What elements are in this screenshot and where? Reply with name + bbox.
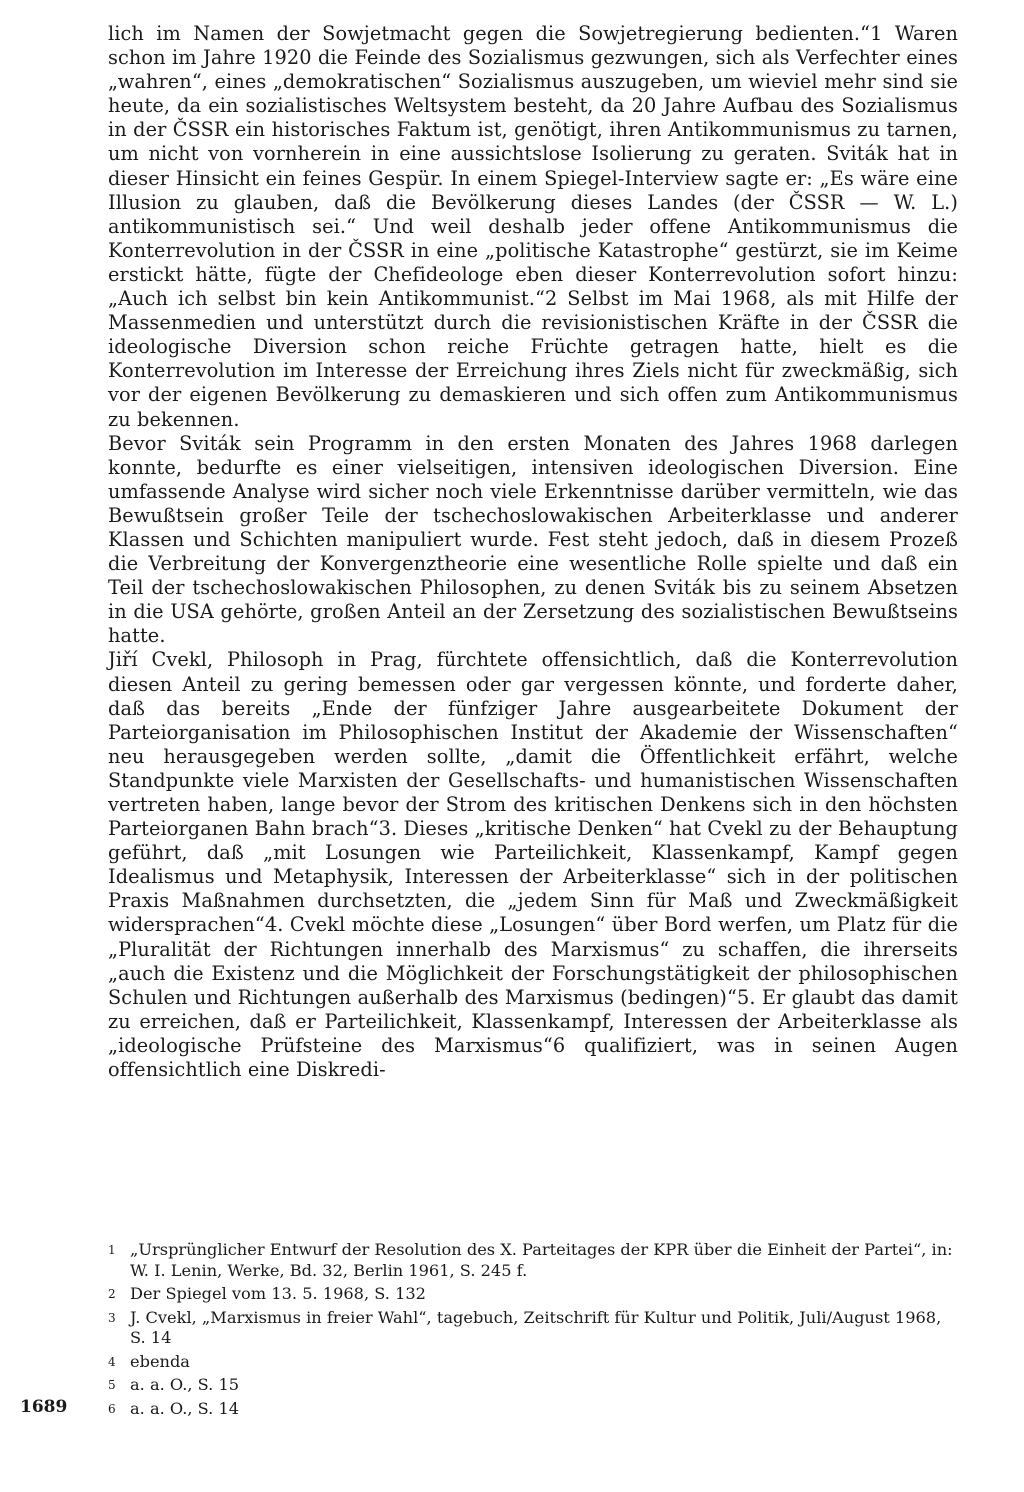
- page-number: 1689: [20, 1397, 68, 1417]
- paragraph-2: Bevor Sviták sein Programm in den ersten Monaten des Jahres 1968 darlegen konnte, bedurfte es einer vielseitigen, intensiven ideologischen Diversion. Eine umfassende Analyse wird sicher noch viele Erkenntnisse darüber vermitteln, wie das Bewußtsein großer Teile der tschechoslowakischen Arbeiterklasse und anderer Klassen und Schichten manipuliert wurde. Fest steht jedoch, daß in diesem Prozeß die Verbreitung der Konvergenztheorie eine wesentliche Rolle spielte und daß ein Teil der tschechoslowakischen Philosophen, zu denen Sviták bis zu seinem Absetzen in die USA gehörte, großen Anteil an der Zersetzung des sozialistischen Bewußtseins hatte.: [108, 431, 958, 648]
- footnote-2: [108, 1284, 958, 1305]
- footnote-text: „Ursprünglicher Entwurf der Resolution des X. Parteitages der KPR über die Einheit der Partei“, in: W. I. Lenin, Werke, Bd. 32, Berlin 1961, S. 245 f.: [130, 1240, 953, 1280]
- footnote-5: [108, 1375, 958, 1396]
- footnote-text: a. a. O., S. 15: [130, 1375, 240, 1394]
- footnote-6: [108, 1399, 958, 1420]
- footnote-1: [108, 1240, 958, 1281]
- footnote-text: ebenda: [130, 1351, 190, 1371]
- footnote-4: [108, 1352, 958, 1373]
- body-text: [108, 22, 958, 1082]
- footnote-3: [108, 1308, 958, 1349]
- footnote-number: 4: [108, 1354, 116, 1369]
- footnote-divider: [108, 1234, 228, 1235]
- footnote-number: 6: [108, 1401, 116, 1416]
- footnote-number: 1: [108, 1243, 116, 1257]
- paragraph-1: lich im Namen der Sowjetmacht gegen die Sowjetregierung bedienten.“1 Waren schon im Jahre 1920 die Feinde des Sozialismus gezwungen, sich als Verfechter eines „wahren“, eines „demokratischen“ Sozialismus auszugeben, um wieviel mehr sind sie heute, da ein sozialistisches Weltsystem besteht, da 20 Jahre Aufbau des Sozialismus in der ČSSR ein historisches Faktum ist, genötigt, ihren Antikommunismus zu tarnen, um nicht von vornherein in eine aussichtslose Isolierung zu geraten. Sviták hat in dieser Hinsicht ein feines Gespür. In einem Spiegel-Interview sagte er: „Es wäre eine Illusion zu glauben, daß die Bevölkerung dieses Landes (der ČSSR — W. L.) antikommunistisch sei.“ Und weil deshalb jeder offene Antikommunismus die Konterrevolution in der ČSSR in eine „politische Katastrophe“ gestürzt, sie im Keime erstickt hätte, fügte der Chefideologe eben dieser Konterrevolution sofort hinzu: „Auch ich selbst bin kein Antikommunist.“2 Selbst im Mai 1968, als mit Hilfe der Massenmedien und unterstützt durch die revisionistischen Kräfte in der ČSSR die ideologische Diversion schon reiche Früchte getragen hatte, hielt es die Konterrevolution im Interesse der Erreichung ihres Ziels nicht für zweckmäßig, sich vor der eigenen Bevölkerung zu demaskieren und sich offen zum Antikommunismus zu bekennen.: [108, 22, 958, 431]
- paragraph-3: Jiří Cvekl, Philosoph in Prag, fürchtete offensichtlich, daß die Konterrevolution diesen Anteil zu gering bemessen oder gar vergessen könnte, und forderte daher, daß das bereits „Ende der fünfziger Jahre ausgearbeitete Dokument der Parteiorganisation im Philosophischen Institut der Akademie der Wissenschaften“ neu herausgegeben werden sollte, „damit die Öffentlichkeit erfährt, welche Standpunkte viele Marxisten der Gesellschafts- und humanistischen Wissenschaften vertreten haben, lange bevor der Strom des kritischen Denkens sich in den höchsten Parteiorganen Bahn brach“3. Dieses „kritische Denken“ hat Cvekl zu der Behauptung geführt, daß „mit Losungen wie Parteilichkeit, Klassenkampf, Kampf gegen Idealismus und Metaphysik, Interessen der Arbeiterklasse“ sich in der politischen Praxis Maßnahmen durchsetzten, die „jedem Sinn für Maß und Zweckmäßigkeit widersprachen“4. Cvekl möchte diese „Losungen“ über Bord werfen, um Platz für die „Pluralität der Richtungen innerhalb des Marxismus“ zu schaffen, die ihrerseits „auch die Existenz und die Möglichkeit der Forschungstätigkeit der philosophischen Schulen und Richtungen außerhalb des Marxismus (bedingen)“5. Er glaubt das damit zu erreichen, daß er Parteilichkeit, Klassenkampf, Interessen der Arbeiterklasse als „ideologische Prüfsteine des Marxismus“6 qualifiziert, was in seinen Augen offensichtlich eine Diskredi-: [108, 648, 958, 1082]
- footnote-text: J. Cvekl, „Marxismus in freier Wahl“, tagebuch, Zeitschrift für Kultur und Politik, Juli/August 1968, S. 14: [130, 1307, 942, 1347]
- footnote-text: Der Spiegel vom 13. 5. 1968, S. 132: [130, 1284, 426, 1303]
- footnote-number: 3: [108, 1310, 116, 1325]
- footnote-number: 2: [108, 1287, 116, 1301]
- footnote-text: a. a. O., S. 14: [130, 1398, 240, 1418]
- footnote-number: 5: [108, 1378, 116, 1392]
- footnotes: [108, 1240, 958, 1422]
